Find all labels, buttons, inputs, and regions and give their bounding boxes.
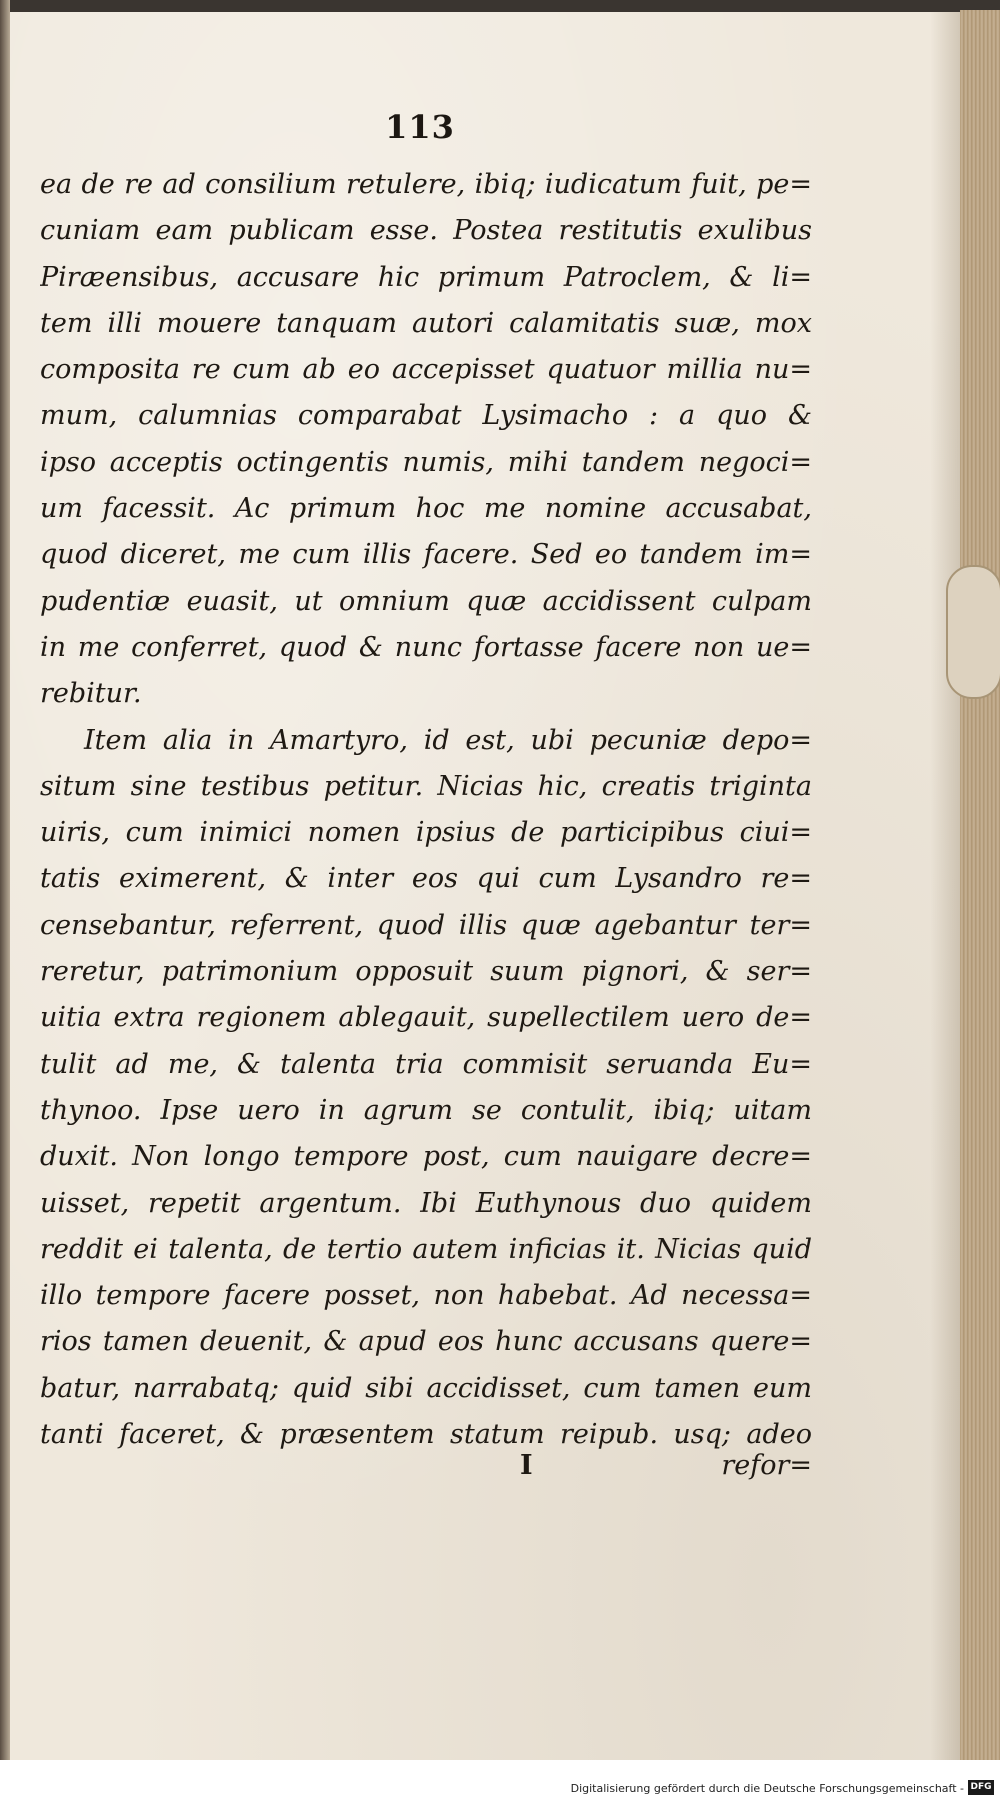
book-gutter (0, 0, 10, 1775)
text-line: mum, calumnias comparabat Lysimacho : a quo & (40, 400, 812, 432)
text-line: quod diceret, me cum illis facere. Sed eo tandem im= (40, 539, 812, 571)
text-line: thynoo. Ipse uero in agrum se contulit, ibiq; uitam (40, 1094, 812, 1126)
text-line: illo tempore facere posset, non habebat. Ad necessa= (40, 1280, 812, 1312)
text-line: tem illi mouere tanquam autori calamitatis suæ, mox (40, 307, 812, 339)
text-line: rios tamen deuenit, & apud eos hunc accusans quere= (40, 1326, 812, 1358)
text-line: duxit. Non longo tempore post, cum nauigare decre= (40, 1141, 812, 1173)
text-line: pudentiæ euasit, ut omnium quæ accidissent culpam (40, 585, 812, 617)
text-line: cuniam eam publicam esse. Postea restitutis exulibus (40, 215, 812, 247)
catchword: refor= (721, 1450, 812, 1481)
footer-band (0, 1760, 1000, 1802)
page-number: 113 (385, 108, 455, 146)
text-line: Piræensibus, accusare hic primum Patroclem, & li= (40, 261, 812, 293)
scan-top-border (0, 0, 1000, 12)
text-line: situm sine testibus petitur. Nicias hic, creatis triginta (40, 770, 812, 802)
page-foot (40, 1450, 812, 1496)
text-line: composita re cum ab eo accepisset quatuor millia nu= (40, 354, 812, 386)
text-line-paragraph-start: Item alia in Amartyro, id est, ubi pecuniæ depo= (84, 724, 812, 756)
book-fore-edge (960, 10, 1000, 1768)
text-line: tatis eximerent, & inter eos qui cum Lysandro re= (40, 863, 812, 895)
text-line: uisset, repetit argentum. Ibi Euthynous duo quidem (40, 1187, 812, 1219)
text-line: in me conferret, quod & nunc fortasse facere non ue= (40, 631, 812, 663)
text-line: reretur, patrimonium opposuit suum pignori, & ser= (40, 956, 812, 988)
signature-mark: I (520, 1450, 533, 1481)
text-line: tanti faceret, & præsentem statum reipub. usq; adeo (40, 1419, 812, 1451)
text-line: tulit ad me, & talenta tria commisit seruanda Eu= (40, 1048, 812, 1080)
text-line: uiris, cum inimici nomen ipsius de participibus ciui= (40, 817, 812, 849)
page-edge-shadow (930, 12, 960, 1760)
text-line: ipso acceptis octingentis numis, mihi tandem negoci= (40, 446, 812, 478)
body-text (40, 162, 812, 1458)
text-line: reddit ei talenta, de tertio autem inficias it. Nicias quid (40, 1233, 812, 1265)
text-line-paragraph-end: rebitur. (40, 678, 142, 710)
text-line: uitia extra regionem ablegauit, supellectilem uero de= (40, 1002, 812, 1034)
thumb-tab (946, 565, 1000, 699)
text-line: censebantur, referrent, quod illis quæ agebantur ter= (40, 909, 812, 941)
digitization-credit: Digitalisierung gefördert durch die Deutsche Forschungsgemeinschaft - (570, 1782, 964, 1795)
text-line: um facessit. Ac primum hoc me nomine accusabat, (40, 493, 812, 525)
text-line: batur, narrabatq; quid sibi accidisset, cum tamen eum (40, 1372, 812, 1404)
dfg-logo-icon: DFG (968, 1780, 994, 1795)
text-line: ea de re ad consilium retulere, ibiq; iudicatum fuit, pe= (40, 169, 812, 200)
